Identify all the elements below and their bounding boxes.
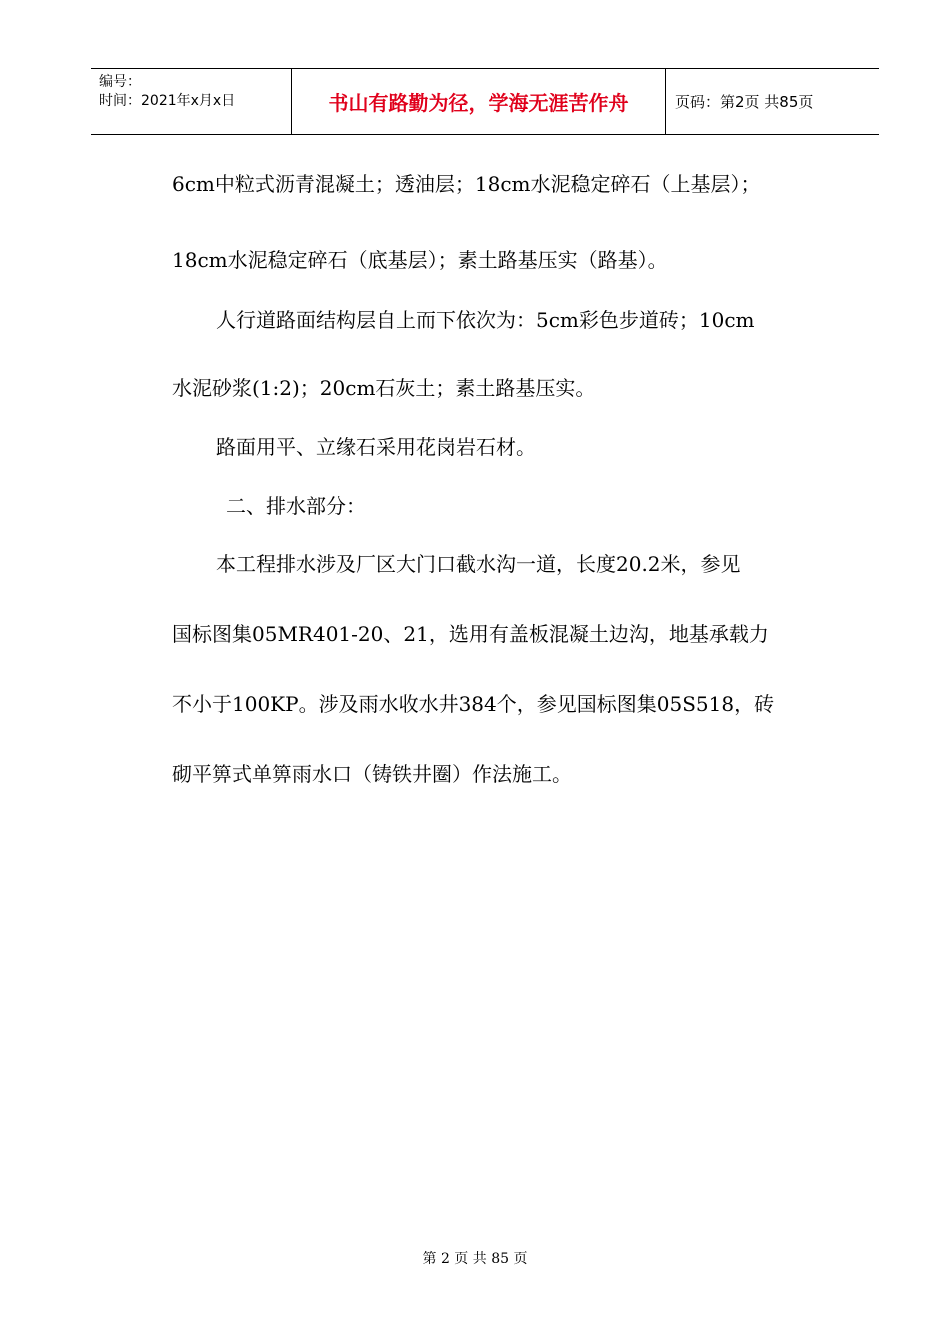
document-time-label: 时间：2021年x月x日 (99, 93, 236, 109)
header-motto: 书山有路勤为径，学海无涯苦作舟 (328, 91, 629, 115)
section-heading-drainage: 二、排水部分： (226, 494, 366, 518)
body-line-2: 18cm水泥稳定碎石（底基层）；素土路基压实（路基）。 (172, 248, 668, 272)
body-line-5: 路面用平、立缘石采用花岗岩石材。 (216, 435, 536, 459)
body-line-1: 6cm中粒式沥青混凝土；透油层；18cm水泥稳定碎石（上基层）； (172, 172, 761, 196)
header-meta (99, 73, 235, 111)
body-line-3: 人行道路面结构层自上而下依次为：5cm彩色步道砖；10cm (216, 308, 755, 332)
body-line-8: 国标图集05MR401-20、21，选用有盖板混凝土边沟，地基承载力 (172, 622, 769, 646)
body-line-9: 不小于100KP。涉及雨水收水井384个，参见国标图集05S518，砖 (172, 692, 775, 716)
document-number-label: 编号： (99, 74, 141, 90)
body-line-4: 水泥砂浆(1:2)；20cm石灰土；素土路基压实。 (172, 376, 596, 400)
body-line-10: 砌平箅式单箅雨水口（铸铁井圈）作法施工。 (172, 762, 572, 786)
page-header (91, 68, 879, 135)
page-footer: 第 2 页 共 85 页 (422, 1251, 528, 1267)
body-line-7: 本工程排水涉及厂区大门口截水沟一道，长度20.2米，参见 (216, 552, 741, 576)
header-divider-right (665, 69, 666, 134)
header-page-number: 页码：第2页 共85页 (675, 93, 814, 111)
